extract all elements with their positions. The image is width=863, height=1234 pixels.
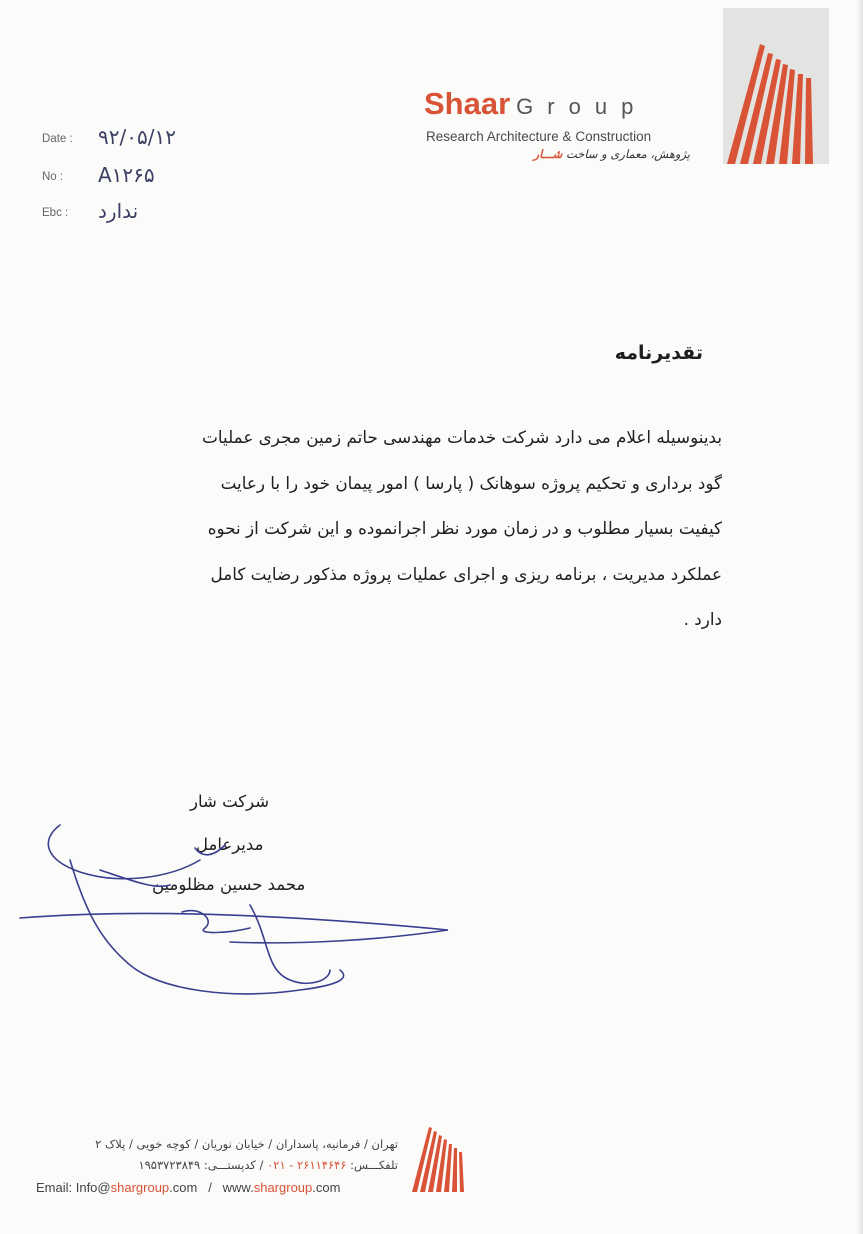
web-prefix: www. [222, 1180, 254, 1195]
web-brand: shargroup [253, 1180, 313, 1195]
footer-web [36, 1180, 398, 1195]
brand-name: Shaar [424, 86, 511, 121]
date-row [40, 125, 240, 161]
body-line: کیفیت بسیار مطلوب و در زمان مورد نظر اجرانموده و این شرکت از نحوه [207, 518, 722, 538]
brand-group: Group [516, 94, 648, 119]
date-label: Date : [42, 133, 73, 145]
email-prefix: Email: Info@ [36, 1180, 111, 1195]
letter-title: تقدیرنامه [614, 342, 703, 364]
shaar-logo-icon [723, 8, 829, 164]
body-line: بدینوسیله اعلام می دارد شرکت خدمات مهندسی حاتم زمین مجری عملیات [202, 427, 722, 447]
postal-label: / کدپستـــی: [203, 1158, 264, 1172]
enclosure-row [40, 199, 240, 235]
body-line: عملکرد مدیریت ، برنامه ریزی و اجرای عملیات پروژه مذکور رضایت کامل [210, 563, 722, 584]
postal-value: ۱۹۵۳۷۲۳۸۴۹ [138, 1158, 201, 1172]
enclosure-label: Ebc : [42, 207, 69, 219]
footer-address: تهران / فرمانیه، پاسداران / خیابان نوریان / کوچه خویی / پلاک ۲ [95, 1137, 398, 1151]
brand-subtitle-fa-prefix: پژوهش، معماری و ساخت [565, 147, 690, 161]
page-edge-shadow [857, 0, 863, 1234]
letter-body [80, 415, 722, 643]
signatory-company: شرکت شار [190, 792, 270, 811]
handwritten-signature [0, 800, 470, 1030]
body-line: دارد . [683, 609, 722, 629]
web-suffix: .com [312, 1180, 341, 1195]
footer-separator: / [208, 1180, 212, 1195]
date-value: ۹۲/۰۵/۱۲ [98, 125, 176, 149]
number-row [40, 163, 240, 199]
brand-logo [723, 8, 829, 164]
brand-wordmark [424, 86, 704, 121]
footer-logo-icon [410, 1118, 466, 1192]
enclosure-value: ندارد [98, 199, 139, 223]
email-brand: shargroup [110, 1180, 170, 1195]
number-label: No : [42, 171, 64, 183]
brand-subtitle-fa-brand: شـــار [533, 147, 563, 161]
telefax-value: ۲۶۱۱۴۶۴۶ - ۰۲۱ [267, 1158, 347, 1172]
brand-subtitle-fa [430, 147, 690, 161]
email-suffix: .com [169, 1180, 198, 1195]
brand-subtitle-en: Research Architecture & Construction [426, 129, 652, 144]
number-value: A۱۲۶۵ [98, 163, 155, 187]
telefax-label: تلفکـــس: [350, 1158, 398, 1172]
body-line: گود برداری و تحکیم پروژه سوهانک ( پارسا ) امور پیمان خود را با رعایت [220, 472, 722, 493]
signatory-role: مدیرعامل [196, 835, 264, 854]
footer-contact [36, 1158, 398, 1172]
signatory-name: محمد حسین مظلومین [152, 875, 306, 894]
